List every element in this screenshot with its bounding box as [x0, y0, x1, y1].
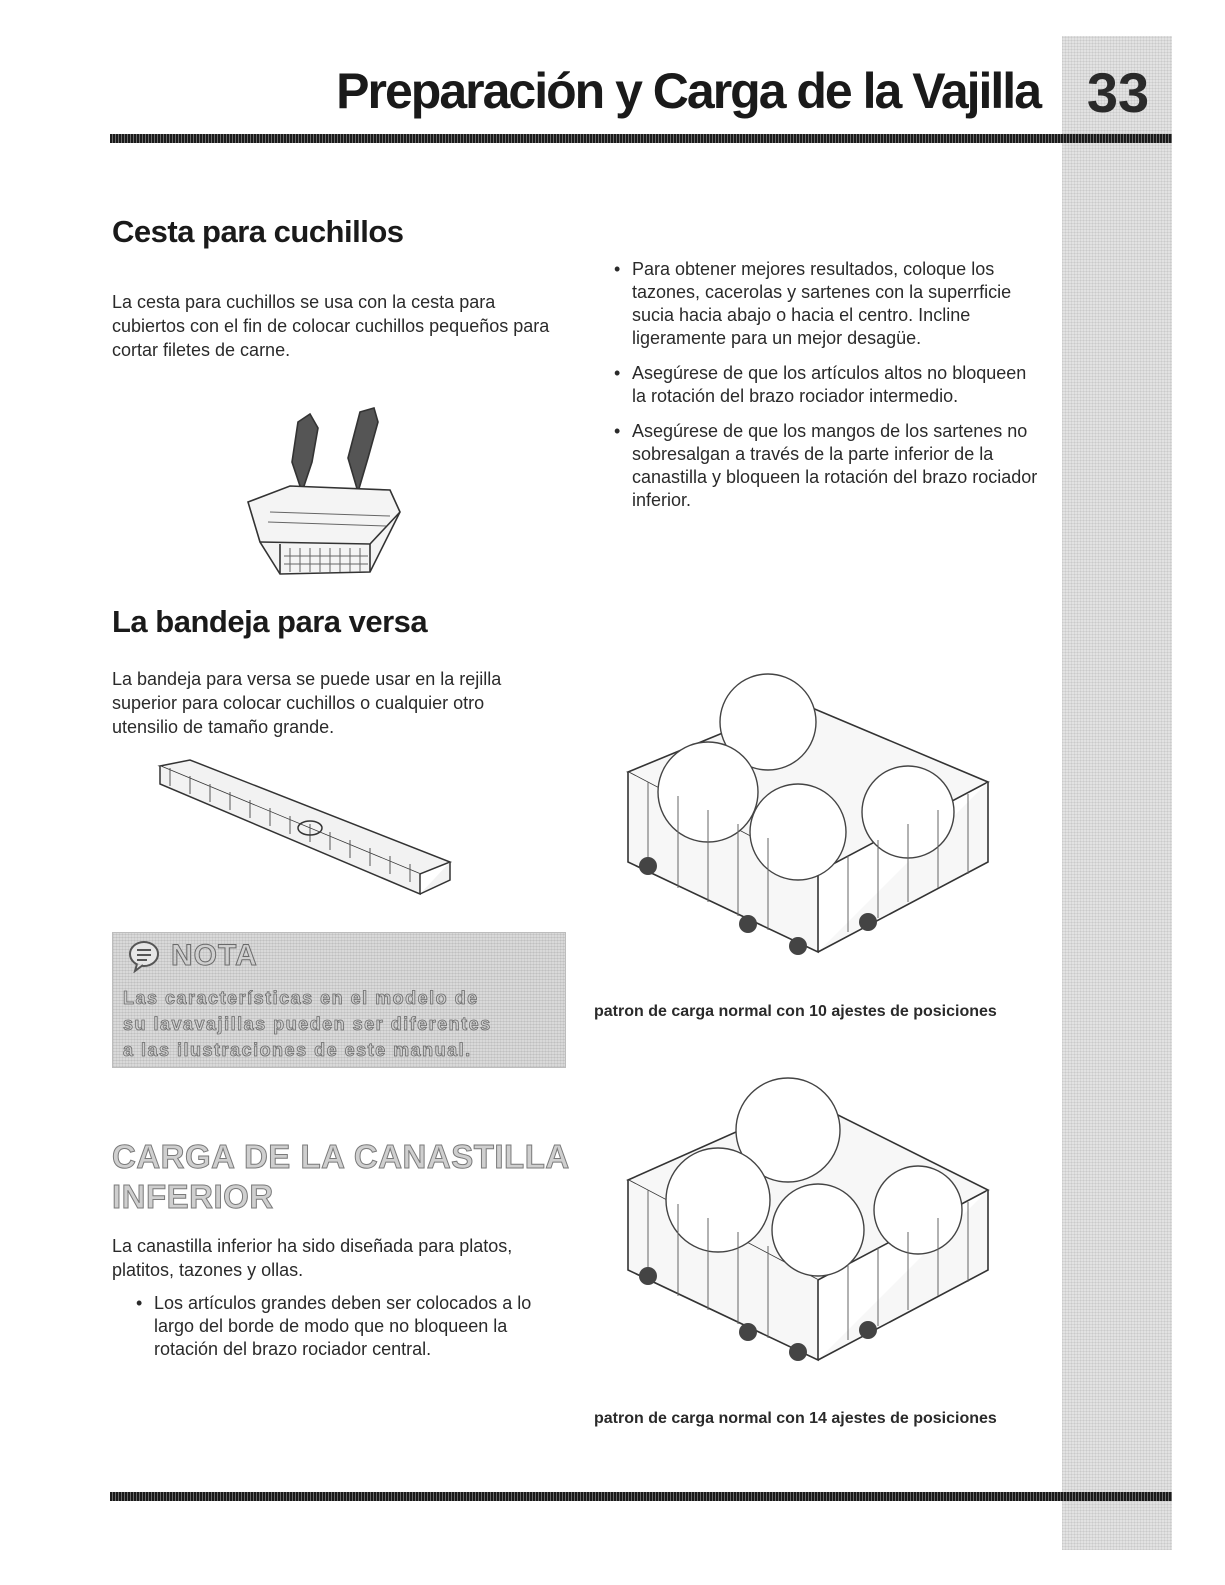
lower-rack-bullets: [130, 1292, 560, 1373]
lower-rack-heading-line2: INFERIOR: [112, 1178, 274, 1215]
note-icon: [127, 939, 161, 973]
knife-basket-illustration: [240, 402, 410, 582]
lower-rack-heading-line1: CARGA DE LA CANASTILLA: [112, 1138, 570, 1175]
lower-rack-text: La canastilla inferior ha sido diseñada para platos, platitos, tazones y ollas.: [112, 1236, 513, 1280]
loading-tip: • Asegúrese de que los mangos de los sartenes no sobresalgan a través de la parte inferior de la canastilla y bloqueen la rotación del brazo rociador inferior.: [608, 420, 1038, 512]
header-rule: [110, 134, 1172, 143]
rack-14-caption: patron de carga normal con 14 ajestes de posiciones: [594, 1410, 997, 1427]
rack-14-place-illustration: [618, 1050, 998, 1370]
page-title: Preparación y Carga de la Vajilla: [336, 63, 1040, 119]
versa-tray-heading: La bandeja para versa: [112, 604, 428, 639]
side-band: [1062, 36, 1172, 1550]
note-text: Las características en el modelo de su lavavajillas pueden ser diferentes a las ilustraciones de este manual.: [123, 988, 492, 1060]
versa-tray-text: La bandeja para versa se puede usar en la rejilla superior para colocar cuchillos o cualquier otro utensilio de tamaño grande.: [112, 669, 502, 737]
footer-rule: [110, 1492, 1172, 1501]
rack-10-place-illustration: [618, 662, 998, 962]
note-box: [112, 932, 566, 1068]
loading-tip: • Para obtener mejores resultados, coloque los tazones, cacerolas y sartenes con la superrficie sucia hacia abajo o hacia el centro. Incline ligeramente para un mejor desagüe.: [608, 258, 1038, 350]
page-number: 33: [1086, 61, 1150, 124]
note-title: NOTA: [171, 939, 258, 972]
knife-basket-text: La cesta para cuchillos se usa con la cesta para cubiertos con el fin de colocar cuchillos pequeños para cortar filetes de carne.: [112, 292, 550, 360]
knife-basket-heading: Cesta para cuchillos: [112, 214, 404, 249]
lower-rack-bullet: • Los artículos grandes deben ser colocados a lo largo del borde de modo que no bloqueen la rotación del brazo rociador central.: [130, 1292, 560, 1361]
loading-tips-list: [608, 258, 1038, 524]
versa-tray-illustration: [150, 756, 462, 906]
loading-tip: • Asegúrese de que los artículos altos no bloqueen la rotación del brazo rociador intermedio.: [608, 362, 1038, 408]
rack-10-caption: patron de carga normal con 10 ajestes de posiciones: [594, 1003, 997, 1020]
